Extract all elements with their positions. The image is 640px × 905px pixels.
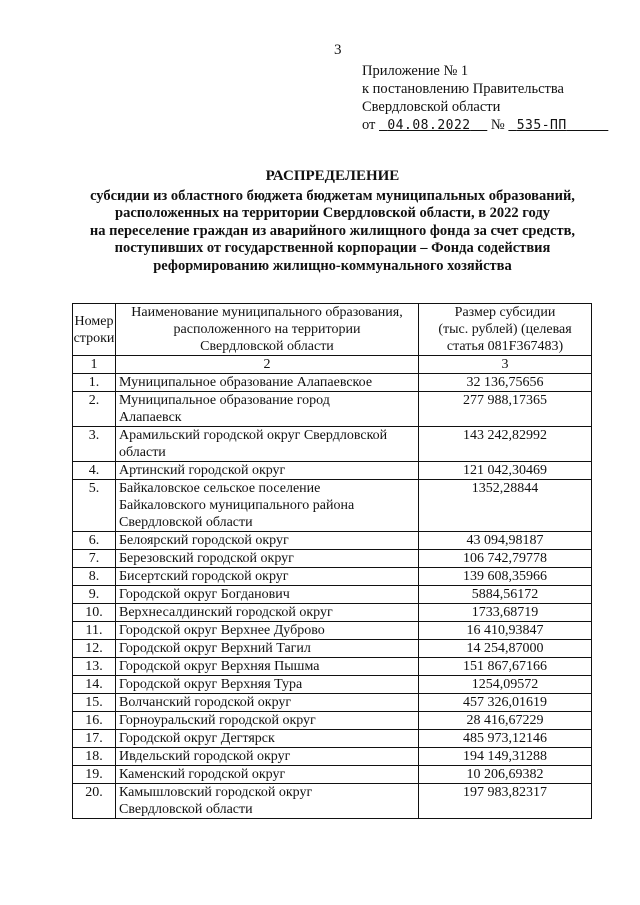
municipality-name <box>116 462 419 480</box>
municipality-name-line: Бисертский городской округ <box>119 569 289 584</box>
table-row <box>73 694 592 712</box>
table-row <box>73 712 592 730</box>
table-row <box>73 392 592 427</box>
row-number: 15. <box>73 694 116 712</box>
appendix-block <box>362 62 608 135</box>
document-heading <box>60 168 605 275</box>
subsidy-amount: 43 094,98187 <box>419 532 592 550</box>
subsidy-amount: 485 973,12146 <box>419 730 592 748</box>
table-row <box>73 586 592 604</box>
municipality-name-line: Байкаловского муниципального района <box>119 498 355 513</box>
municipality-name <box>116 427 419 462</box>
municipality-name <box>116 532 419 550</box>
municipality-name-line: Березовский городской округ <box>119 551 294 566</box>
municipality-name <box>116 622 419 640</box>
municipality-name-line: Волчанский городской округ <box>119 695 292 710</box>
subsidy-amount: 1352,28844 <box>419 480 592 532</box>
municipality-name <box>116 784 419 819</box>
municipality-name-line: Свердловской области <box>119 515 253 530</box>
table-row <box>73 550 592 568</box>
municipality-name <box>116 392 419 427</box>
appendix-line-2: к постановлению Правительства <box>362 81 564 97</box>
column-number: 3 <box>419 356 592 374</box>
municipality-name-line: Каменский городской округ <box>119 767 286 782</box>
row-number: 11. <box>73 622 116 640</box>
subsidy-amount: 197 983,82317 <box>419 784 592 819</box>
table-row <box>73 532 592 550</box>
row-number: 7. <box>73 550 116 568</box>
subsidy-amount: 14 254,87000 <box>419 640 592 658</box>
municipality-name-line: Горноуральский городской округ <box>119 713 316 728</box>
municipality-name-line: Артинский городской округ <box>119 463 286 478</box>
header-row-number: Номер строки <box>73 304 116 356</box>
subsidy-amount: 277 988,17365 <box>419 392 592 427</box>
subsidy-amount: 194 149,31288 <box>419 748 592 766</box>
table-row <box>73 462 592 480</box>
municipality-name <box>116 640 419 658</box>
subsidy-table <box>72 303 592 819</box>
table-row <box>73 730 592 748</box>
table-row <box>73 748 592 766</box>
municipality-name-line: Городской округ Дегтярск <box>119 731 275 746</box>
row-number: 8. <box>73 568 116 586</box>
appendix-line-3: Свердловской области <box>362 99 501 115</box>
row-number: 18. <box>73 748 116 766</box>
municipality-name <box>116 374 419 392</box>
row-number: 9. <box>73 586 116 604</box>
municipality-name-line: Муниципальное образование город <box>119 393 330 408</box>
municipality-name <box>116 480 419 532</box>
decree-date: 04.08.2022 <box>387 118 471 133</box>
municipality-name-line: Муниципальное образование Алапаевское <box>119 375 373 390</box>
row-number: 20. <box>73 784 116 819</box>
municipality-name-line: Алапаевск <box>119 410 182 425</box>
subsidy-amount: 16 410,93847 <box>419 622 592 640</box>
municipality-name <box>116 694 419 712</box>
row-number: 10. <box>73 604 116 622</box>
municipality-name <box>116 712 419 730</box>
column-number: 1 <box>73 356 116 374</box>
appendix-date-line <box>362 116 608 135</box>
municipality-name-line: Белоярский городской округ <box>119 533 289 548</box>
municipality-name-line: Ивдельский городской округ <box>119 749 291 764</box>
municipality-name-line: Верхнесалдинский городской округ <box>119 605 333 620</box>
document-title: РАСПРЕДЕЛЕНИЕ <box>265 168 400 184</box>
subsidy-amount: 151 867,67166 <box>419 658 592 676</box>
row-number: 5. <box>73 480 116 532</box>
subsidy-amount: 457 326,01619 <box>419 694 592 712</box>
municipality-name <box>116 658 419 676</box>
table-row <box>73 622 592 640</box>
row-number: 3. <box>73 427 116 462</box>
municipality-name-line: Камышловский городской округ <box>119 785 313 800</box>
row-number: 14. <box>73 676 116 694</box>
municipality-name-line: Городской округ Богданович <box>119 587 290 602</box>
heading-line: субсидии из областного бюджета бюджетам муниципальных образований, <box>90 187 575 204</box>
table-row <box>73 784 592 819</box>
heading-line: поступивших от государственной корпорации – Фонда содействия <box>114 240 551 256</box>
municipality-name <box>116 550 419 568</box>
municipality-name <box>116 676 419 694</box>
heading-line: реформированию жилищно-коммунального хозяйства <box>153 257 512 274</box>
row-number: 12. <box>73 640 116 658</box>
subsidy-amount: 1733,68719 <box>419 604 592 622</box>
subsidy-amount: 143 242,82992 <box>419 427 592 462</box>
heading-line: расположенных на территории Свердловской области, в 2022 году <box>115 205 550 221</box>
municipality-name <box>116 730 419 748</box>
municipality-name-line: Городской округ Верхнее Дуброво <box>119 623 325 638</box>
row-number: 13. <box>73 658 116 676</box>
heading-line: на переселение граждан из аварийного жилищного фонда за счет средств, <box>89 222 576 239</box>
municipality-name-line: Городской округ Верхний Тагил <box>119 641 311 656</box>
row-number: 2. <box>73 392 116 427</box>
municipality-name-line: Городской округ Верхняя Пышма <box>119 659 320 674</box>
row-number: 6. <box>73 532 116 550</box>
subsidy-amount: 5884,56172 <box>419 586 592 604</box>
table-row <box>73 374 592 392</box>
subsidy-amount: 106 742,79778 <box>419 550 592 568</box>
municipality-name-line: Городской округ Верхняя Тура <box>119 677 303 692</box>
row-number: 1. <box>73 374 116 392</box>
table-row <box>73 640 592 658</box>
municipality-name <box>116 604 419 622</box>
table-row <box>73 427 592 462</box>
subsidy-amount: 1254,09572 <box>419 676 592 694</box>
table-row <box>73 766 592 784</box>
subsidy-amount: 121 042,30469 <box>419 462 592 480</box>
subsidy-amount: 10 206,69382 <box>419 766 592 784</box>
municipality-name-line: Арамильский городской округ Свердловской <box>119 428 388 443</box>
header-municipality: Наименование муниципального образования, расположенного на территории Свердловской области <box>116 304 419 356</box>
number-prefix: № <box>490 117 505 133</box>
appendix-line-1: Приложение № 1 <box>362 63 469 79</box>
subsidy-amount: 32 136,75656 <box>419 374 592 392</box>
header-subsidy-amount: Размер субсидии (тыс. рублей) (целевая статья 081F367483) <box>419 304 592 356</box>
page-number: 3 <box>334 42 342 58</box>
row-number: 16. <box>73 712 116 730</box>
municipality-name <box>116 586 419 604</box>
municipality-name <box>116 568 419 586</box>
table-row <box>73 658 592 676</box>
municipality-name-line: области <box>119 445 166 460</box>
municipality-name <box>116 766 419 784</box>
row-number: 19. <box>73 766 116 784</box>
subsidy-amount: 28 416,67229 <box>419 712 592 730</box>
table-row <box>73 676 592 694</box>
subsidy-amount: 139 608,35966 <box>419 568 592 586</box>
table-row <box>73 568 592 586</box>
table-row <box>73 604 592 622</box>
column-number-row <box>73 356 592 374</box>
municipality-name-line: Байкаловское сельское поселение <box>119 481 321 496</box>
municipality-name-line: Свердловской области <box>119 802 253 817</box>
municipality-name <box>116 748 419 766</box>
decree-number: 535-ПП <box>516 118 567 133</box>
date-prefix: от <box>362 117 376 133</box>
table-row <box>73 480 592 532</box>
row-number: 17. <box>73 730 116 748</box>
table-header-row <box>73 304 592 356</box>
column-number: 2 <box>116 356 419 374</box>
row-number: 4. <box>73 462 116 480</box>
